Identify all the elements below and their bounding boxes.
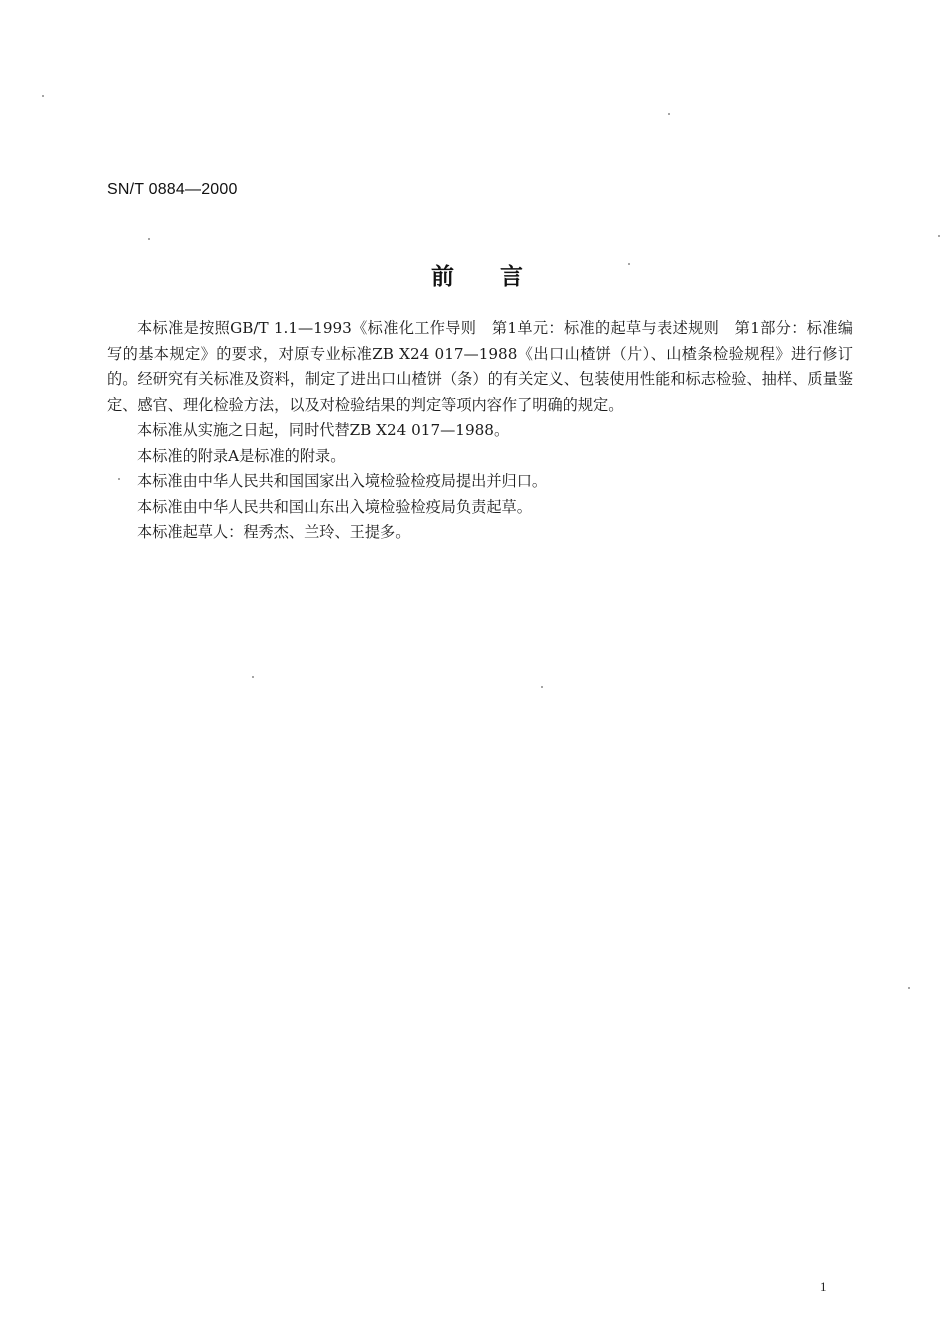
- scan-speck: [42, 95, 44, 97]
- scan-speck: [148, 238, 150, 240]
- scan-speck: [938, 235, 940, 237]
- section-title: [0, 258, 950, 291]
- paragraph-drafters: 本标准起草人：程秀杰、兰玲、王提多。: [137, 523, 411, 541]
- paragraph-drafting-unit: 本标准由中华人民共和国山东出入境检验检疫局负责起草。: [137, 497, 532, 516]
- standard-number: SN/T 0884—2000: [107, 181, 238, 198]
- scan-speck: [908, 987, 910, 989]
- scan-speck: [541, 686, 543, 688]
- paragraph-appendix: 本标准的附录A是标准的附录。: [137, 446, 346, 465]
- paragraph-revision-basis: 本标准是按照GB/T 1.1—1993《标准化工作导则 第1单元：标准的起草与表述规则 第1部分：标准编写的基本规定》的要求，对原专业标准ZB X24 017—1988《出口山楂饼（片）、山楂条检验规程》进行修订的。经研究有关标准及资料，制定了进出口山楂饼（条）的有关定义、包装使用性能和标志检验、抽样、质量鉴定、感官、理化检验方法，以及对检验结果的判定等项内容作了明确的规定。: [107, 319, 853, 414]
- paragraph-replacement: 本标准从实施之日起，同时代替ZB X24 017—1988。: [137, 421, 510, 439]
- page-number: 1: [820, 1279, 827, 1294]
- scan-speck: [252, 676, 254, 678]
- scan-speck: [628, 263, 630, 265]
- section-title-text: 前 言: [431, 264, 523, 290]
- foreword-body: [107, 316, 853, 546]
- scan-speck: [118, 478, 120, 480]
- scan-speck: [668, 113, 670, 115]
- paragraph-proposer: 本标准由中华人民共和国国家出入境检验检疫局提出并归口。: [137, 472, 548, 490]
